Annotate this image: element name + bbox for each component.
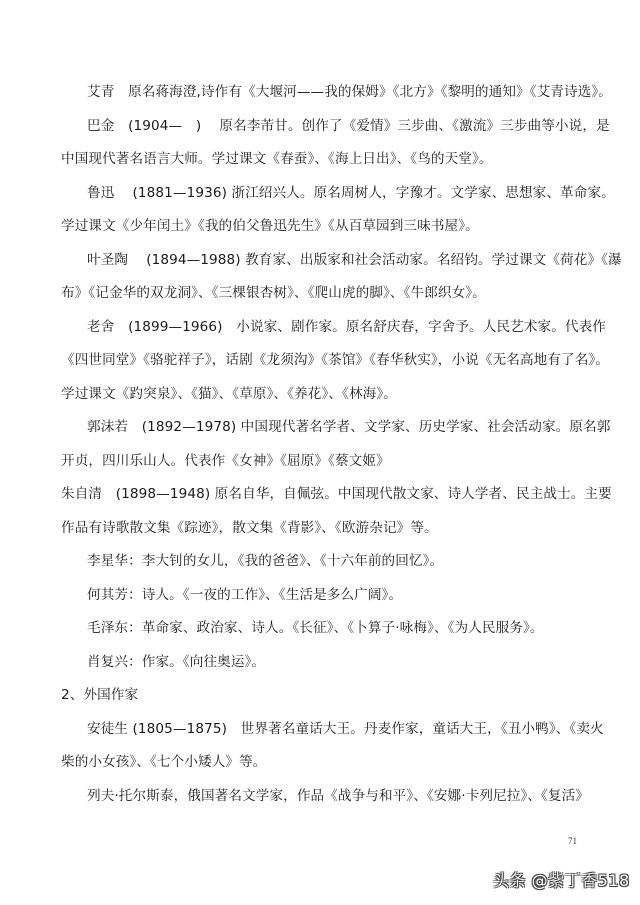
text-line-lu-xun: 鲁迅 (1881—1936) 浙江绍兴人。原名周树人，字豫才。文学家、思想家、革命家。 [87,184,615,201]
document-page [61,76,622,813]
text-line-li-xinghua: 李星华：李大钊的女儿，《我的爸爸》、《十六年前的回忆》。 [87,553,444,569]
text-line-ye-shengtao-cont: 布》《记金华的双龙洞》、《三棵银杏树》、《爬山虎的脚》、《牛郎织女》。 [61,285,486,301]
text-line-lao-she-cont-1: 《四世同堂》《骆驼祥子》，话剧《龙须沟》《茶馆》《春华秋实》，小说《无名高地有了名》。 [61,352,610,368]
text-line-guo-moruo: 郭沫若 (1892—1978) 中国现代著名学者、文学家、历史学家、社会活动家。原名郭 [87,419,611,435]
text-line-ba-jin: 巴金 (1904— ) 原名李芾甘。创作了《爱情》三步曲、《激流》三步曲等小说，是 [87,117,610,134]
page-number: 71 [568,836,577,846]
text-line-andersen-cont: 柴的小女孩》、《七个小矮人》等。 [61,754,267,770]
text-line-lao-she: 老舍 (1899—1966) 小说家、剧作家。原名舒庆春，字舍予。人民艺术家。代表作 [87,318,606,335]
text-line-he-qifang: 何其芳：诗人。《一夜的工作》、《生活是多么广阔》。 [87,586,403,603]
text-line-andersen: 安徒生 (1805—1875) 世界著名童话大王。丹麦作家，童话大王，《丑小鸭》、《卖火 [87,720,604,737]
text-line-ba-jin-cont: 中国现代著名语言大师。学过课文《春蚕》、《海上日出》、《鸟的天堂》。 [61,151,493,167]
text-line-ai-qing: 艾青 原名蒋海澄,诗作有《大堰河——我的保姆》《北方》《黎明的通知》《艾青诗选》。 [87,84,612,100]
text-line-mao-zedong: 毛泽东：革命家、政治家、诗人。《长征》、《卜算子·咏梅》、《为人民服务》。 [87,620,544,636]
text-line-lao-she-cont-2: 学过课文《趵突泉》、《猫》、《草原》、《养花》、《林海》。 [61,385,397,402]
section-heading-foreign-authors: 2、外国作家 [61,687,139,703]
text-line-guo-moruo-cont: 开贞，四川乐山人。代表作《女神》《屈原》《蔡文姬》 [61,452,390,469]
text-line-zhu-ziqing: 朱自清 (1898—1948) 原名自华，自佩弦。中国现代散文家、诗人学者、民主战士。主要 [61,486,612,502]
text-line-tolstoy: 列夫·托尔斯泰，俄国著名文学家，作品《战争与和平》、《安娜·卡列尼拉》、《复活》 [87,787,590,804]
watermark: 头条 @紫丁香518 [493,871,630,890]
text-line-lu-xun-cont: 学过课文《少年闰土》《我的伯父鲁迅先生》《从百草园到三味书屋》。 [61,218,479,234]
text-line-zhu-ziqing-cont: 作品有诗歌散文集《踪迹》，散文集《背影》、《欧游杂记》等。 [61,519,438,536]
text-line-xiao-fuxing: 肖复兴：作家。《向往奥运》。 [87,653,266,670]
text-line-ye-shengtao: 叶圣陶 (1894—1988) 教育家、出版家和社会活动家。名绍钧。学过课文《荷花》《瀑 [87,251,622,268]
